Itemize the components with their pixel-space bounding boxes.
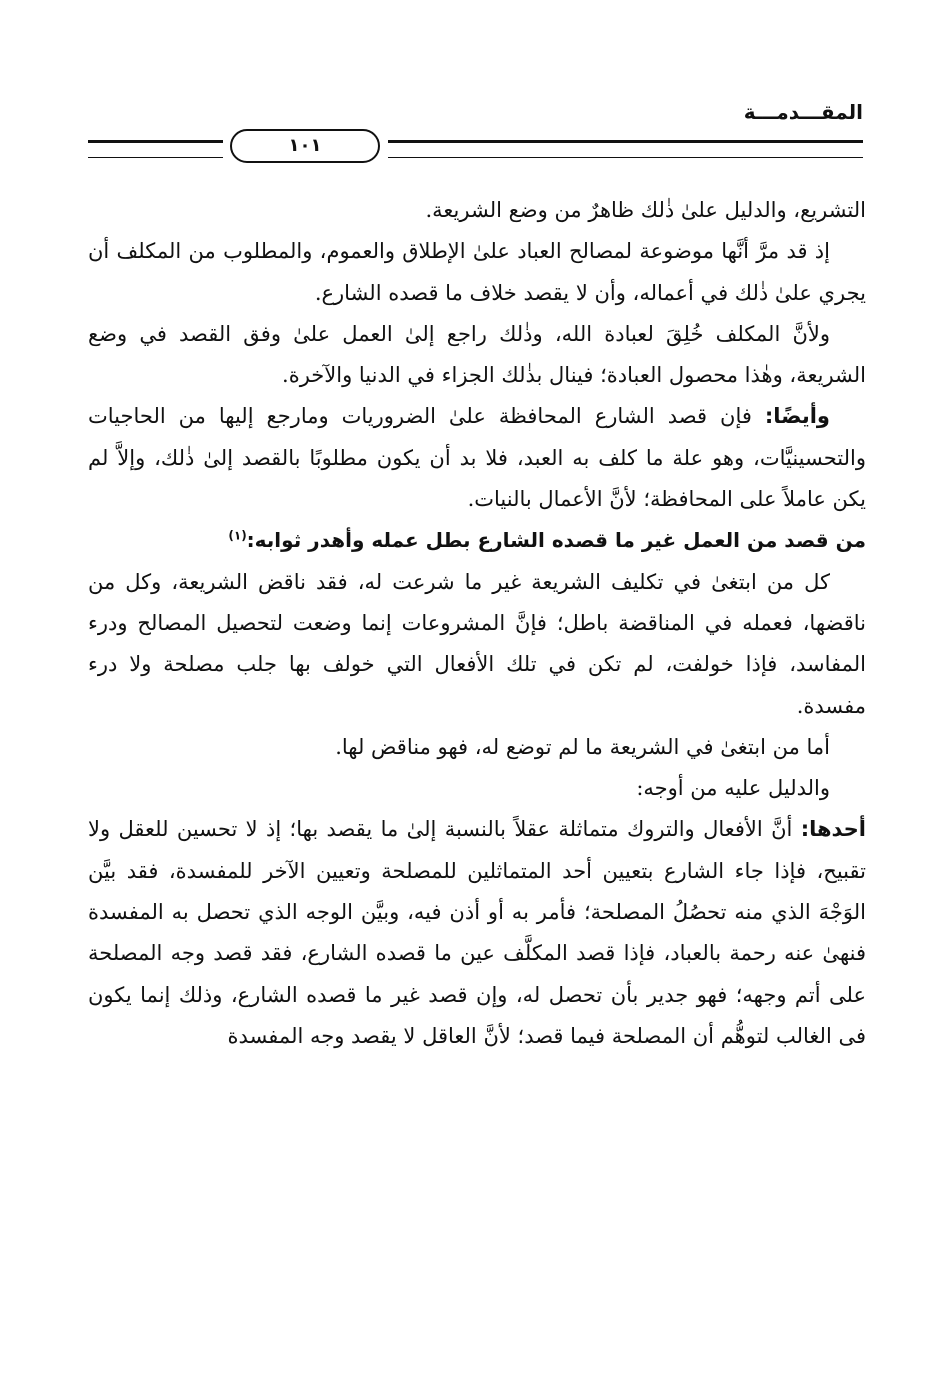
paragraph-lead: أحدها: bbox=[800, 817, 866, 842]
header-rule bbox=[388, 140, 863, 158]
paragraph: كل من ابتغىٰ في تكليف الشريعة غير ما شرعت له، فقد ناقض الشريعة، وكل من ناقضها، فعمله في المناقضة باطل؛ فإنَّ المشروعات إنما وضعت لتحصيل المصالح ودرء المفاسد، فإذا خولفت، لم تكن في تلك الأفعال التي خولف بها جلب مصلحة ولا درء مفسدة. bbox=[88, 569, 866, 718]
paragraph bbox=[88, 396, 866, 520]
paragraph-lead: وأيضًا: bbox=[764, 404, 830, 429]
paragraph-text: فإن قصد الشارع المحافظة علىٰ الضروريات ومارجع إليها من الحاجيات والتحسينيَّات، وهو علة ما كلف به العبد، فلا بد أن يكون مطلوبًا بالقصد إلىٰ ذٰلك، وإلاَّ لم يكن عاملاً على المحافظة؛ لأنَّ الأعمال بالنيات. bbox=[88, 404, 866, 512]
paragraph-text: أنَّ الأفعال والتروك متماثلة عقلاً بالنسبة إلىٰ ما يقصد بها؛ إذ لا تحسين للعقل ولا تقبيح، فإذا جاء الشارع بتعيين أحد المتماثلين للمصلحة وتعيين الآخر للمفسدة، فقد بيَّن الوَجْهَ الذي منه تحصُلُ المصلحة؛ فأمر به أو أذن فيه، وبيَّن الوجه الذي تحصل به المفسدة فنهىٰ عنه رحمة بالعباد، فإذا قصد المكلَّف عين ما قصده الشارع، فقد قصد وجه المصلحة على أتم وجهه؛ فهو جدير بأن تحصل له، وإن قصد غير ما قصده الشارع، وذلك إنما يكون فى الغالب لتوهُّم أن المصلحة فيما قصد؛ لأنَّ العاقل لا يقصد وجه المفسدة bbox=[88, 817, 866, 1048]
body-text bbox=[88, 190, 866, 1057]
paragraph: والدليل عليه من أوجه: bbox=[636, 776, 830, 801]
paragraph bbox=[88, 809, 866, 1057]
paragraph: إذ قد مرَّ أنَّها موضوعة لمصالح العباد علىٰ الإطلاق والعموم، والمطلوب من المكلف أن يجري علىٰ ذٰلك في أعماله، وأن لا يقصد خلاف ما قصده الشارع. bbox=[88, 239, 866, 305]
section-heading bbox=[88, 520, 866, 561]
page-number: ١٠١ bbox=[230, 129, 380, 163]
paragraph: التشريع، والدليل علىٰ ذٰلك ظاهرٌ من وضع الشريعة. bbox=[425, 198, 866, 222]
paragraph: ولأنَّ المكلف خُلِقَ لعبادة الله، وذٰلك راجع إلىٰ العمل علىٰ وفق القصد في وضع الشريعة، وهٰذا محصول العبادة؛ فينال بذٰلك الجزاء في الدنيا والآخرة. bbox=[88, 321, 866, 388]
running-title: المقـــدمـــة bbox=[743, 100, 863, 124]
section-heading-text: من قصد من العمل غير ما قصده الشارع بطل عمله وأهدر ثوابه: bbox=[246, 528, 866, 553]
page-header bbox=[88, 96, 863, 166]
paragraph: أما من ابتغىٰ في الشريعة ما لم توضع له، فهو مناقض لها. bbox=[335, 734, 830, 759]
footnote-marker: (١) bbox=[228, 528, 247, 543]
header-rule bbox=[88, 140, 223, 158]
